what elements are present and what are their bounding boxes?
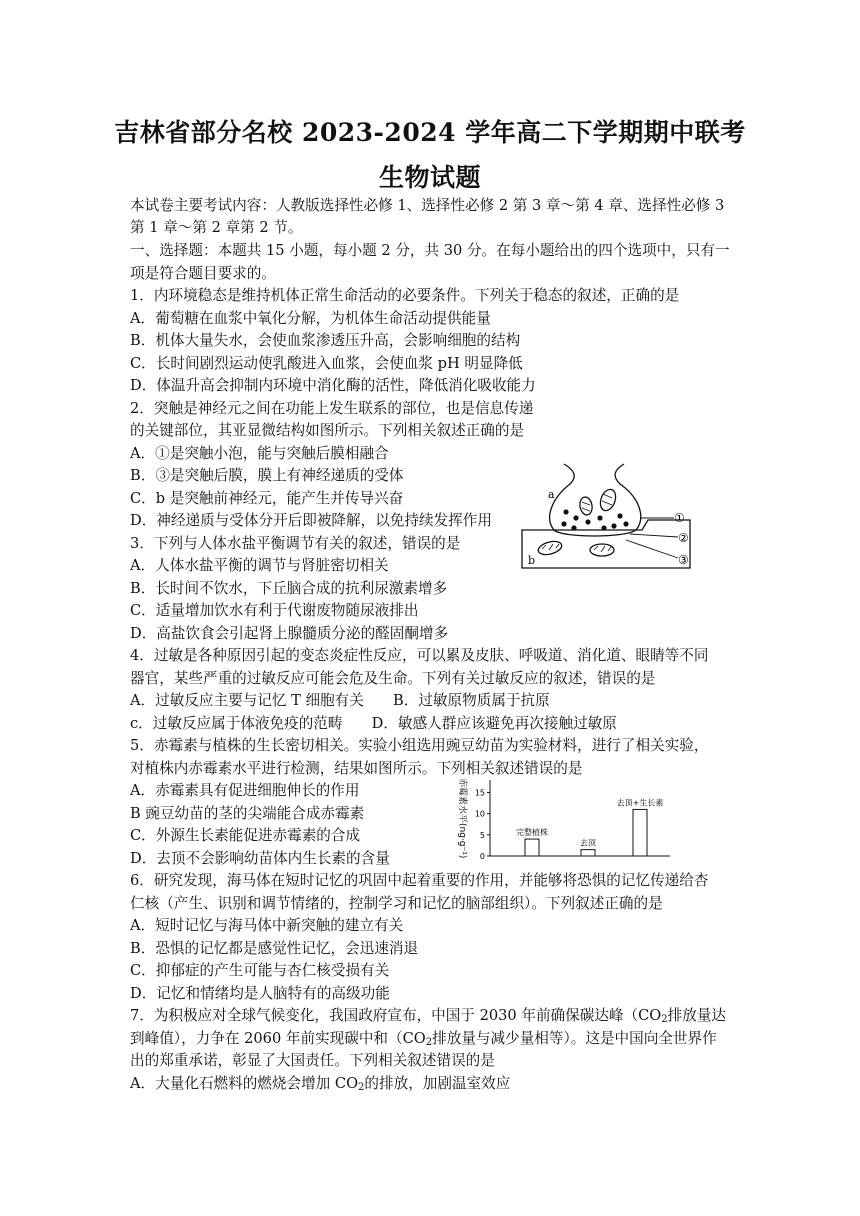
q1-option-a: A．葡萄糖在血浆中氧化分解，为机体生命活动提供能量: [130, 310, 491, 327]
q5-option-d: D．去顶不会影响幼苗体内生长素的含量: [130, 850, 390, 867]
exam-subtitle: 生物试题: [378, 163, 481, 192]
intro-line-1: 本试卷主要考试内容：人教版选择性必修 1、选择性必修 2 第 3 章～第 4 章、选择性必修 3: [130, 197, 725, 214]
marker-2: ②: [678, 531, 689, 545]
q5-stem-1: 5．赤霉素与植株的生长密切相关。实验小组选用豌豆幼苗为实验材料，进行了相关实验，: [130, 737, 709, 754]
q2-option-b: B．③是突触后膜，膜上有神经递质的受体: [130, 467, 404, 484]
chart-category-label: 去顶: [580, 838, 596, 848]
q2-option-a: A．①是突触小泡，能与突触后膜相融合: [130, 445, 389, 462]
q4-options-cd: c．过敏反应属于体液免疫的范畴 D．敏感人群应该避免再次接触过敏原: [130, 715, 617, 732]
q7-stem-1: 7．为积极应对全球气候变化，我国政府宣布，中国于 2030 年前确保碳达峰（$CO_2$排放量达: [130, 1007, 727, 1025]
q3-option-c: C．适量增加饮水有利于代谢废物随尿液排出: [130, 602, 419, 619]
q3-stem: 3．下列与人体水盐平衡调节有关的叙述，错误的是: [130, 535, 461, 552]
synaptic-vesicles: [561, 509, 628, 530]
q4-stem-2: 器官，某些严重的过敏反应可能会危及生命。下列有关过敏反应的叙述，错误的是: [130, 670, 656, 687]
q5-option-c: C．外源生长素能促进赤霉素的合成: [130, 827, 361, 844]
chart-y-tick-label: 10: [474, 809, 485, 819]
q7-option-a: A．大量化石燃料的燃烧会增加 $CO_2$的排放，加剧温室效应: [130, 1075, 511, 1093]
chart-category-label: 完整植株: [516, 828, 548, 838]
q3-option-b: B．长时间不饮水，下丘脑合成的抗利尿激素增多: [130, 580, 448, 597]
chart-y-tick-label: 0: [479, 852, 485, 861]
synapse-diagram: [516, 460, 726, 572]
q5-stem-2: 对植株内赤霉素水平进行检测，结果如图所示。下列相关叙述错误的是: [130, 760, 583, 777]
q2-option-d: D．神经递质与受体分开后即被降解，以免持续发挥作用: [130, 512, 492, 529]
q5-option-a: A．赤霉素具有促进细胞伸长的作用: [130, 782, 360, 799]
mitochondrion-pre-1: [598, 487, 619, 512]
q4-options-ab: A．过敏反应主要与记忆 T 细胞有关 B．过敏原物质属于抗原: [130, 692, 550, 709]
chart-bar: [633, 809, 647, 856]
label-b: b: [528, 554, 536, 567]
q6-option-a: A．短时记忆与海马体中新突触的建立有关: [130, 917, 404, 934]
q6-option-d: D．记忆和情绪均是人脑特有的高级功能: [130, 985, 390, 1002]
q5-option-b: B 豌豆幼苗的茎的尖端能合成赤霉素: [130, 805, 365, 822]
q7-stem-3: 出的郑重承诺，彰显了大国责任。下列相关叙述错误的是: [130, 1052, 495, 1069]
chart-ylabel: 赤霉素水平(ng·g⁻¹): [457, 778, 467, 859]
q2-stem-2: 的关键部位，其亚显微结构如图所示。下列相关叙述正确的是: [130, 422, 525, 439]
section-instruction-2: 项是符合题目要求的。: [130, 265, 276, 282]
q2-option-c: C．b 是突触前神经元，能产生并传导兴奋: [130, 490, 404, 507]
q1-option-c: C．长时间剧烈运动使乳酸进入血浆，会使血浆 pH 明显降低: [130, 355, 523, 372]
q6-option-b: B．恐惧的记忆都是感觉性记忆，会迅速消退: [130, 940, 419, 957]
gibberellin-bar-chart: [446, 772, 678, 864]
exam-title: 吉林省部分名校 2023-2024 学年高二下学期期中联考: [114, 118, 746, 147]
q1-option-b: B．机体大量失水，会使血浆渗透压升高，会影响细胞的结构: [130, 332, 521, 349]
q1-stem: 1．内环境稳态是维持机体正常生命活动的必要条件。下列关于稳态的叙述，正确的是: [130, 287, 680, 304]
chart-y-tick-label: 15: [474, 788, 485, 798]
mitochondrion-pre-2: [579, 496, 594, 516]
q6-stem-1: 6．研究发现，海马体在短时记忆的巩固中起着重要的作用，并能够将恐惧的记忆传递给杏: [130, 872, 709, 889]
chart-y-tick-label: 5: [479, 830, 485, 840]
q7-stem-2: 到峰值），力争在 2060 年前实现碳中和（$CO_2$排放量与减少量相等）。这是中国向全世界作: [130, 1030, 717, 1048]
q6-stem-2: 仁核（产生、识别和调节情绪的，控制学习和记忆的脑部组织）。下列叙述正确的是: [130, 895, 663, 912]
q6-option-c: C．抑郁症的产生可能与杏仁核受损有关: [130, 962, 390, 979]
marker-1: ①: [674, 511, 685, 525]
label-a: a: [548, 488, 555, 501]
q3-option-d: D．高盐饮食会引起肾上腺髓质分泌的醛固酮增多: [130, 625, 449, 642]
section-instruction-1: 一、选择题：本题共 15 小题，每小题 2 分，共 30 分。在每小题给出的四个选项中，只有一: [130, 242, 730, 259]
chart-bar: [525, 839, 539, 856]
chart-category-label: 去顶+生长素: [616, 798, 664, 808]
q2-stem-1: 2．突触是神经元之间在功能上发生联系的部位，也是信息传递: [130, 400, 534, 417]
marker-3: ③: [678, 553, 689, 567]
intro-line-2: 第 1 章～第 2 章第 2 节。: [130, 219, 303, 236]
chart-bar: [581, 850, 595, 856]
q1-option-d: D．体温升高会抑制内环境中消化酶的活性，降低消化吸收能力: [130, 377, 536, 394]
q3-option-a: A．人体水盐平衡的调节与肾脏密切相关: [130, 557, 389, 574]
q4-stem-1: 4．过敏是各种原因引起的变态炎症性反应，可以累及皮肤、呼吸道、消化道、眼睛等不同: [130, 647, 709, 664]
